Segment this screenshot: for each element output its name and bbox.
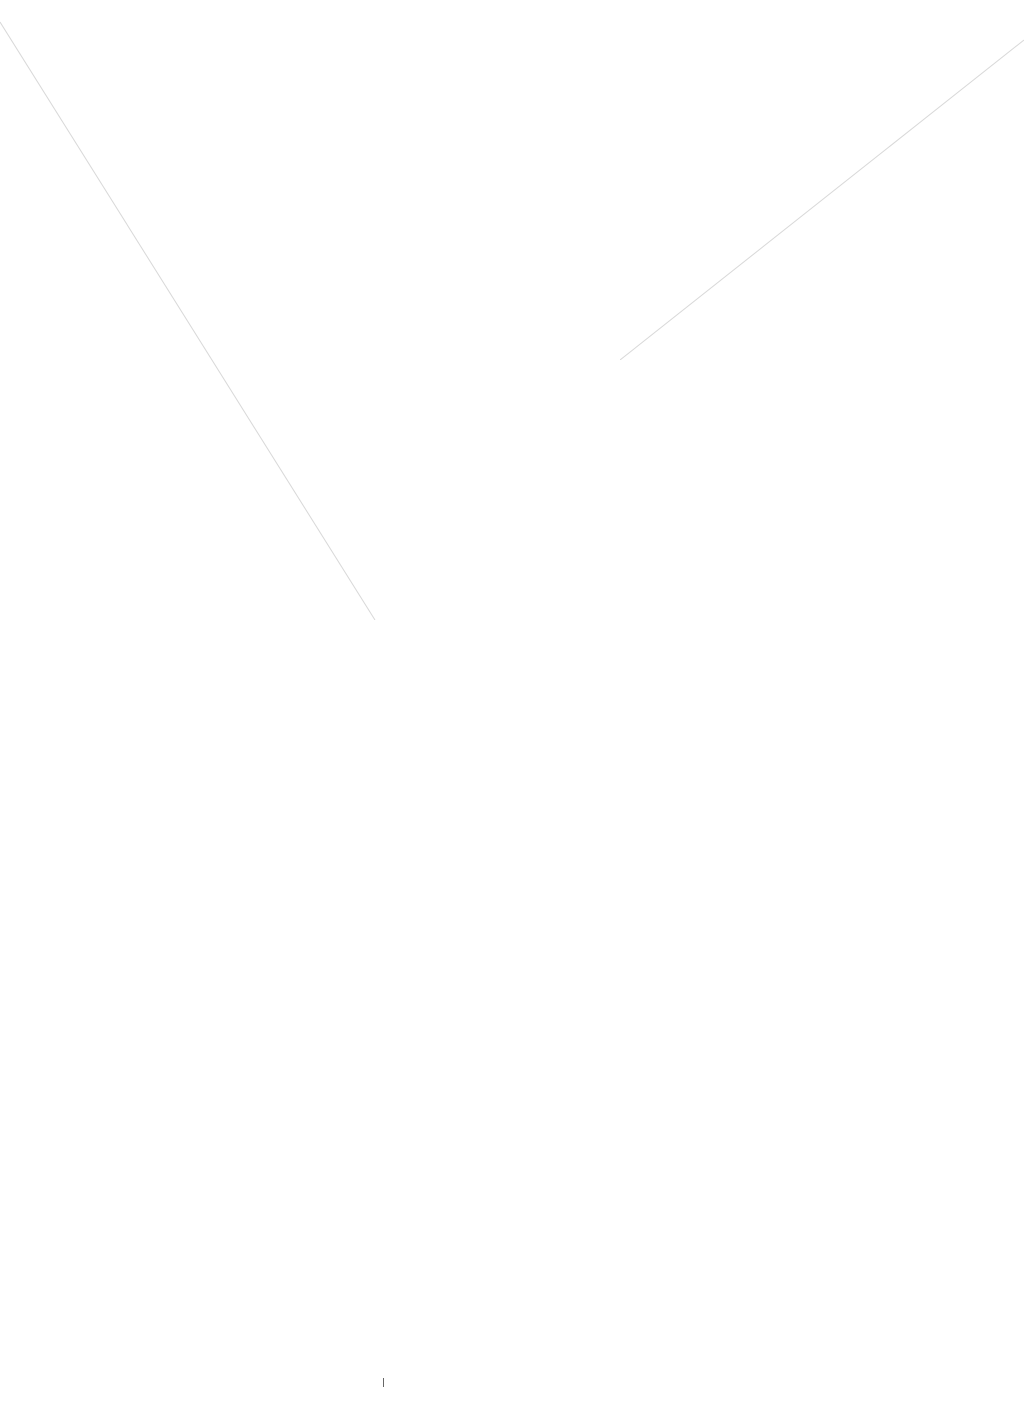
diagonal-line-right: [620, 0, 1024, 360]
planning-sketch-figure-bottom: [373, 1020, 910, 1408]
planning-sketch-figure: [373, 484, 910, 1020]
figure-caption: |: [382, 1378, 386, 1388]
diagonal-line-left: [0, 0, 380, 620]
